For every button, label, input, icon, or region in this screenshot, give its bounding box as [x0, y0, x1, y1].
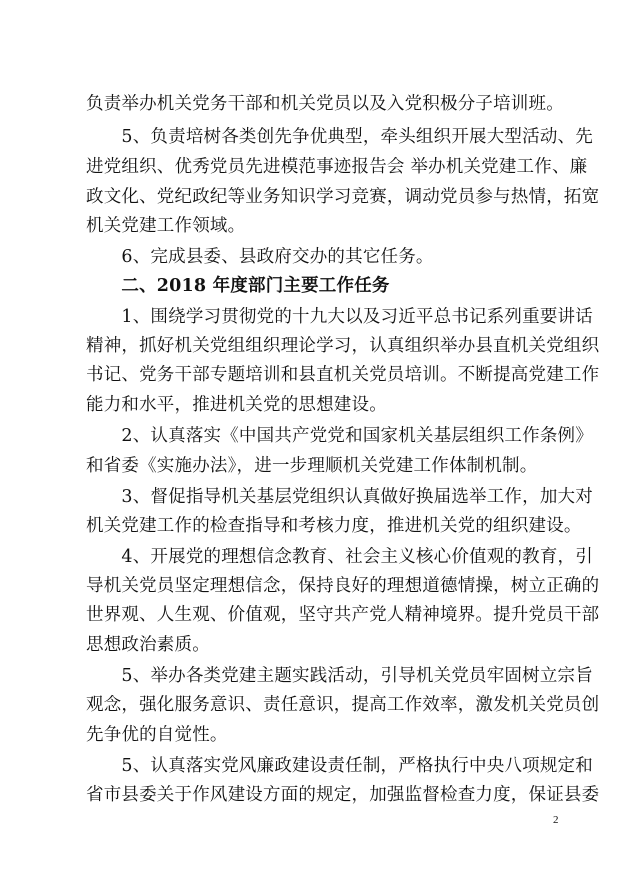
- text-line: 1、围绕学习贯彻党的十九大以及习近平总书记系列重要讲话: [86, 307, 593, 327]
- text-line: 和省委《实施办法》，进一步理顺机关党建工作体制机制。: [86, 456, 538, 476]
- text-line: 3、督促指导机关基层党组织认真做好换届选举工作，加大对: [86, 487, 593, 507]
- text-line: 观念，强化服务意识、责任意识，提高工作效率，激发机关党员创: [86, 695, 600, 715]
- text-line: 书记、党务干部专题培训和县直机关党员培训。不断提高党建工作: [86, 365, 600, 385]
- text-line: 省市县委关于作风建设方面的规定，加强监督检查力度，保证县委: [86, 785, 600, 805]
- text-line: 思想政治素质。: [86, 635, 210, 655]
- text-line: 先争优的自觉性。: [86, 725, 228, 745]
- text-line: 5、认真落实党风廉政建设责任制，严格执行中央八项规定和: [86, 756, 593, 776]
- text-line: 负责举办机关党务干部和机关党员以及入党积极分子培训班。: [86, 94, 564, 114]
- text-line: 精神，抓好机关党组组织理论学习，认真组织举办县直机关党组织: [86, 336, 600, 356]
- page-number: 2: [553, 814, 559, 826]
- text-line: 导机关党员坚定理想信念，保持良好的理想道德情操，树立正确的: [86, 576, 600, 596]
- text-line: 世界观、人生观、价值观，坚守共产党人精神境界。提升党员干部: [86, 605, 600, 625]
- text-line: 6、完成县委、县政府交办的其它任务。: [86, 247, 434, 267]
- text-line: 进党组织、优秀党员先进模范事迹报告会 举办机关党建工作、廉: [86, 157, 588, 177]
- section-heading: 二、2018 年度部门主要工作任务: [86, 276, 390, 296]
- text-line: 5、举办各类党建主题实践活动，引导机关党员牢固树立宗旨: [86, 666, 593, 686]
- text-line: 机关党建工作领域。: [86, 216, 246, 236]
- text-line: 机关党建工作的检查指导和考核力度，推进机关党的组织建设。: [86, 516, 582, 536]
- text-line: 能力和水平，推进机关党的思想建设。: [86, 395, 387, 415]
- text-line: 5、负责培树各类创先争优典型，牵头组织开展大型活动、先: [86, 127, 593, 147]
- text-line: 2、认真落实《中国共产党党和国家机关基层组织工作条例》: [86, 426, 593, 446]
- text-line: 4、开展党的理想信念教育、社会主义核心价值观的教育，引: [86, 547, 593, 567]
- text-line: 政文化、党纪政纪等业务知识学习竞赛，调动党员参与热情，拓宽: [86, 187, 600, 207]
